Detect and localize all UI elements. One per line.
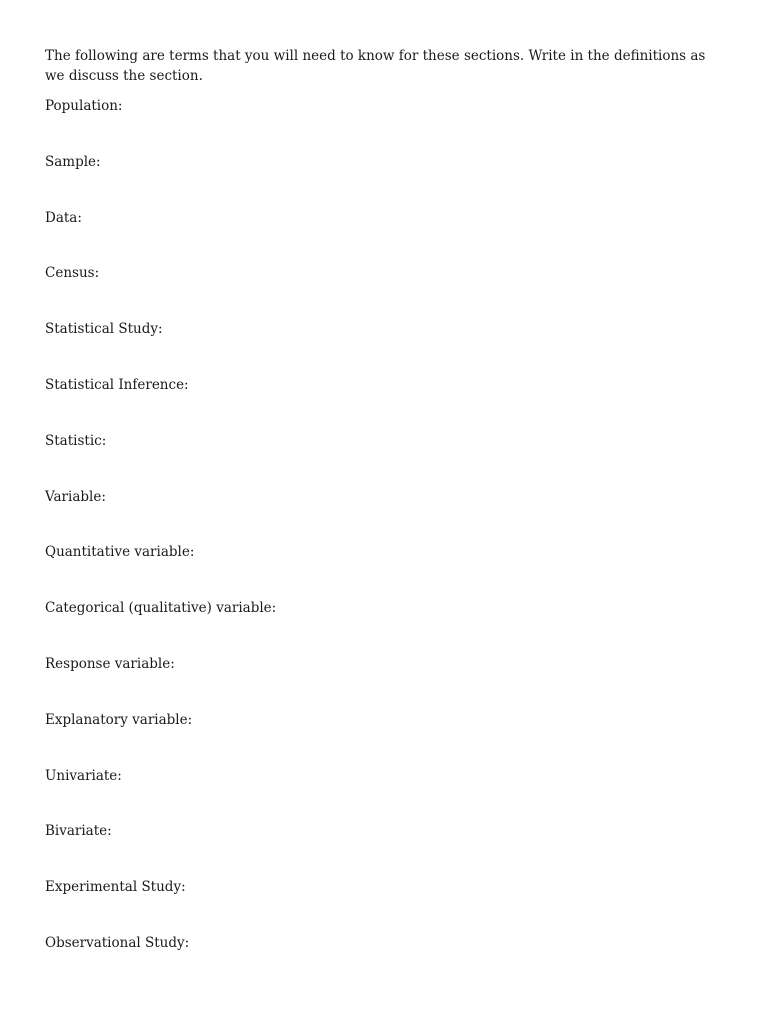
term-statistic: Statistic: [45, 432, 107, 449]
intro-paragraph: The following are terms that you will need to know for these sections. Write in the definitions as we discuss the section. [45, 48, 706, 84]
term-statistical-study: Statistical Study: [45, 321, 163, 338]
term-bivariate: Bivariate: [45, 823, 112, 840]
term-census: Census: [45, 265, 100, 282]
term-explanatory-variable: Explanatory variable: [45, 711, 193, 728]
term-univariate: Univariate: [45, 767, 122, 784]
term-statistical-inference: Statistical Inference: [45, 376, 189, 393]
term-variable: Variable: [45, 488, 106, 505]
term-population: Population: [45, 98, 123, 114]
term-quantitative-variable: Quantitative variable: [45, 544, 195, 561]
term-categorical-variable: Categorical (qualitative) variable: [45, 600, 277, 617]
term-observational-study: Observational Study: [45, 934, 190, 951]
term-sample: Sample: [45, 153, 101, 170]
term-list [45, 96, 276, 989]
term-experimental-study: Experimental Study: [45, 879, 186, 896]
term-response-variable: Response variable: [45, 655, 175, 672]
term-data: Data: [45, 209, 82, 226]
